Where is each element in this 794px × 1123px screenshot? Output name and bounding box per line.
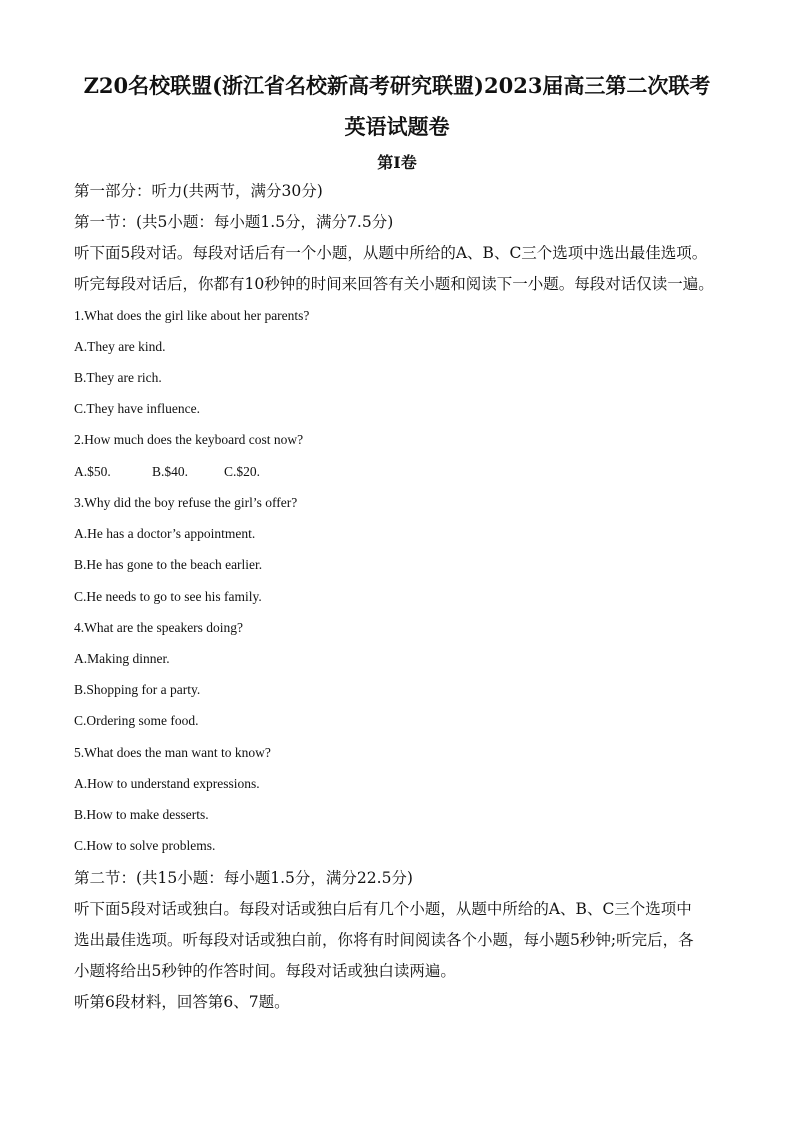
question-1-stem: 1.What does the girl like about her parents? <box>74 308 310 323</box>
section1-heading: 第一节：(共5小题：每小题1.5分，满分7.5分) <box>74 213 394 231</box>
material-6-heading: 听第6段材料，回答第6、7题。 <box>74 993 290 1011</box>
exam-title: Z20名校联盟(浙江省名校新高考研究联盟)2023届高三第二次联考 <box>83 73 711 98</box>
question-4-option-c: C.Ordering some food. <box>74 713 199 728</box>
question-1-option-b: B.They are rich. <box>74 370 162 385</box>
question-2-stem: 2.How much does the keyboard cost now? <box>74 432 304 447</box>
part1-heading: 第一部分：听力(共两节，满分30分) <box>74 182 323 200</box>
question-3-option-b: B.He has gone to the beach earlier. <box>74 557 263 572</box>
section1-instruction-line2: 听完每段对话后，你都有10秒钟的时间来回答有关小题和阅读下一小题。每段对话仅读一遍。 <box>74 275 714 293</box>
question-5-option-b: B.How to make desserts. <box>74 807 209 822</box>
question-4-stem: 4.What are the speakers doing? <box>74 620 244 635</box>
section2-instruction-line1: 听下面5段对话或独白。每段对话或独白后有几个小题，从题中所给的A、B、C三个选项中 <box>74 900 692 918</box>
section2-instruction-line3: 小题将给出5秒钟的作答时间。每段对话或独白读两遍。 <box>74 962 456 980</box>
volume-label: 第I卷 <box>377 153 417 172</box>
question-4-option-b: B.Shopping for a party. <box>74 682 201 697</box>
question-3-stem: 3.Why did the boy refuse the girl’s offer? <box>74 495 298 510</box>
question-5-stem: 5.What does the man want to know? <box>74 745 271 760</box>
section2-instruction-line2: 选出最佳选项。听每段对话或独白前，你将有时间阅读各个小题，每小题5秒钟;听完后，各 <box>74 931 694 949</box>
exam-subtitle: 英语试题卷 <box>344 114 450 139</box>
question-2-option-a: A.$50. <box>74 464 111 479</box>
question-3-option-a: A.He has a doctor’s appointment. <box>74 526 256 541</box>
question-1-option-c: C.They have influence. <box>74 401 200 416</box>
question-2-option-b: B.$40. <box>152 464 189 479</box>
question-3-option-c: C.He needs to go to see his family. <box>74 589 262 604</box>
section2-heading: 第二节：(共15小题：每小题1.5分，满分22.5分) <box>74 869 413 887</box>
section1-instruction-line1: 听下面5段对话。每段对话后有一个小题，从题中所给的A、B、C三个选项中选出最佳选项。 <box>74 244 708 262</box>
question-5-option-a: A.How to understand expressions. <box>74 776 260 791</box>
question-1-option-a: A.They are kind. <box>74 339 166 354</box>
question-2-option-c: C.$20. <box>224 464 261 479</box>
question-5-option-c: C.How to solve problems. <box>74 838 216 853</box>
question-4-option-a: A.Making dinner. <box>74 651 170 666</box>
